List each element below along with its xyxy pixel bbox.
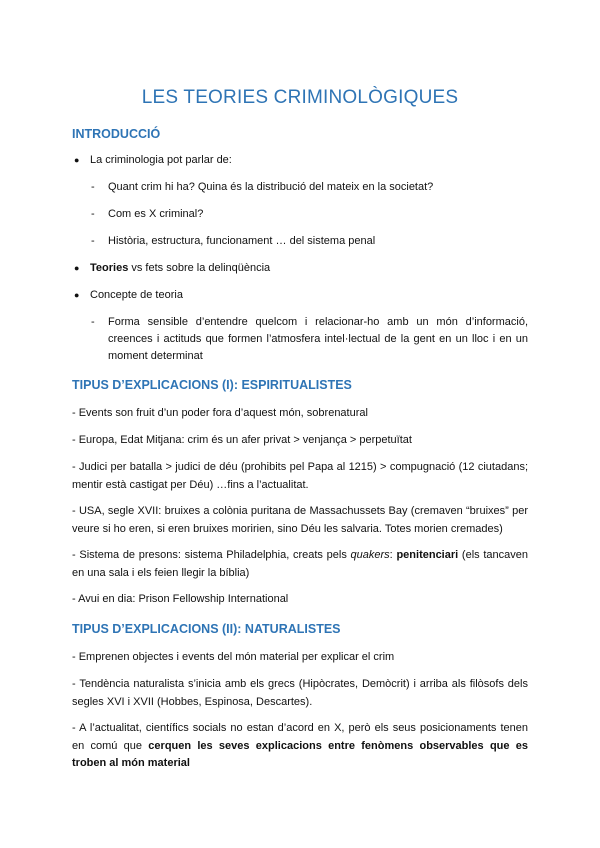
bullet-icon: ● [74, 263, 80, 273]
bullet-icon: ● [74, 155, 80, 165]
paragraph [72, 720, 528, 773]
paragraph: - USA, segle XVII: bruixes a colònia puritana de Massachussets Bay (cremaven “bruixes” per veure si ho eren, si eren bruixes moririen, sino Déu les salvaria. Totes morien cremades) [72, 505, 528, 535]
sub-item: Com es X criminal? [108, 208, 204, 220]
sub-item: Forma sensible d’entendre quelcom i relacionar-ho amb un món d’informació, creences i actituds que formen l’atmosfera intel·lectual de la gent en un lloc i en un moment determinat [108, 316, 528, 362]
bullet-item: Concepte de teoria [90, 289, 183, 301]
dash-icon: - [91, 208, 95, 220]
italic-term: quakers [350, 549, 390, 561]
paragraph: - Europa, Edat Mitjana: crim és un afer privat > venjança > perpetuïtat [72, 434, 412, 446]
dash-icon: - [91, 316, 95, 328]
bold-term: cerquen les seves explicacions entre fenòmens observables que es troben al món material [72, 739, 528, 769]
document-title: LES TEORIES CRIMINOLÒGIQUES [141, 87, 459, 108]
text-run: (els tancaven en una sala i els feien llegir la bíblia) [72, 549, 528, 579]
bold-term: Teories [90, 262, 129, 274]
bullet-icon: ● [74, 290, 80, 300]
sub-item: Quant crim hi ha? Quina és la distribució del mateix en la societat? [108, 181, 434, 193]
sub-item: Història, estructura, funcionament … del sistema penal [108, 235, 376, 247]
bullet-text: vs fets sobre la delinqüència [128, 262, 271, 274]
bullet-item [90, 260, 270, 277]
paragraph [72, 547, 528, 582]
heading-naturalistes: TIPUS D’EXPLICACIONS (II): NATURALISTES [72, 622, 341, 636]
text-run: : [389, 549, 397, 561]
paragraph: - Tendència naturalista s’inicia amb els grecs (Hipòcrates, Demòcrit) i arriba als filòsofs dels segles XVI i XVII (Hobbes, Espinosa, Descartes). [72, 678, 528, 708]
heading-introduccio: INTRODUCCIÓ [72, 127, 161, 141]
paragraph: - Judici per batalla > judici de déu (prohibits pel Papa al 1215) > compugnació (12 ciutadans; mentir està castigat per Déu) …fins a l’actualitat. [72, 461, 528, 491]
paragraph: - Emprenen objectes i events del món material per explicar el crim [72, 651, 395, 663]
text-run: - A l’actualitat, científics socials no estan d’acord en X, però els seus posicionaments tenen en comú que [72, 722, 528, 752]
paragraph: - Avui en dia: Prison Fellowship International [72, 593, 289, 605]
dash-icon: - [91, 235, 95, 247]
paragraph: - Events son fruit d’un poder fora d’aquest món, sobrenatural [72, 407, 368, 419]
heading-espiritualistes: TIPUS D’EXPLICACIONS (I): ESPIRITUALISTES [72, 378, 352, 392]
bold-term: penitenciari [396, 549, 459, 561]
text-run: - Sistema de presons: sistema Philadelphia, creats pels [72, 549, 351, 561]
dash-icon: - [91, 181, 95, 193]
bullet-item: La criminologia pot parlar de: [90, 154, 232, 166]
